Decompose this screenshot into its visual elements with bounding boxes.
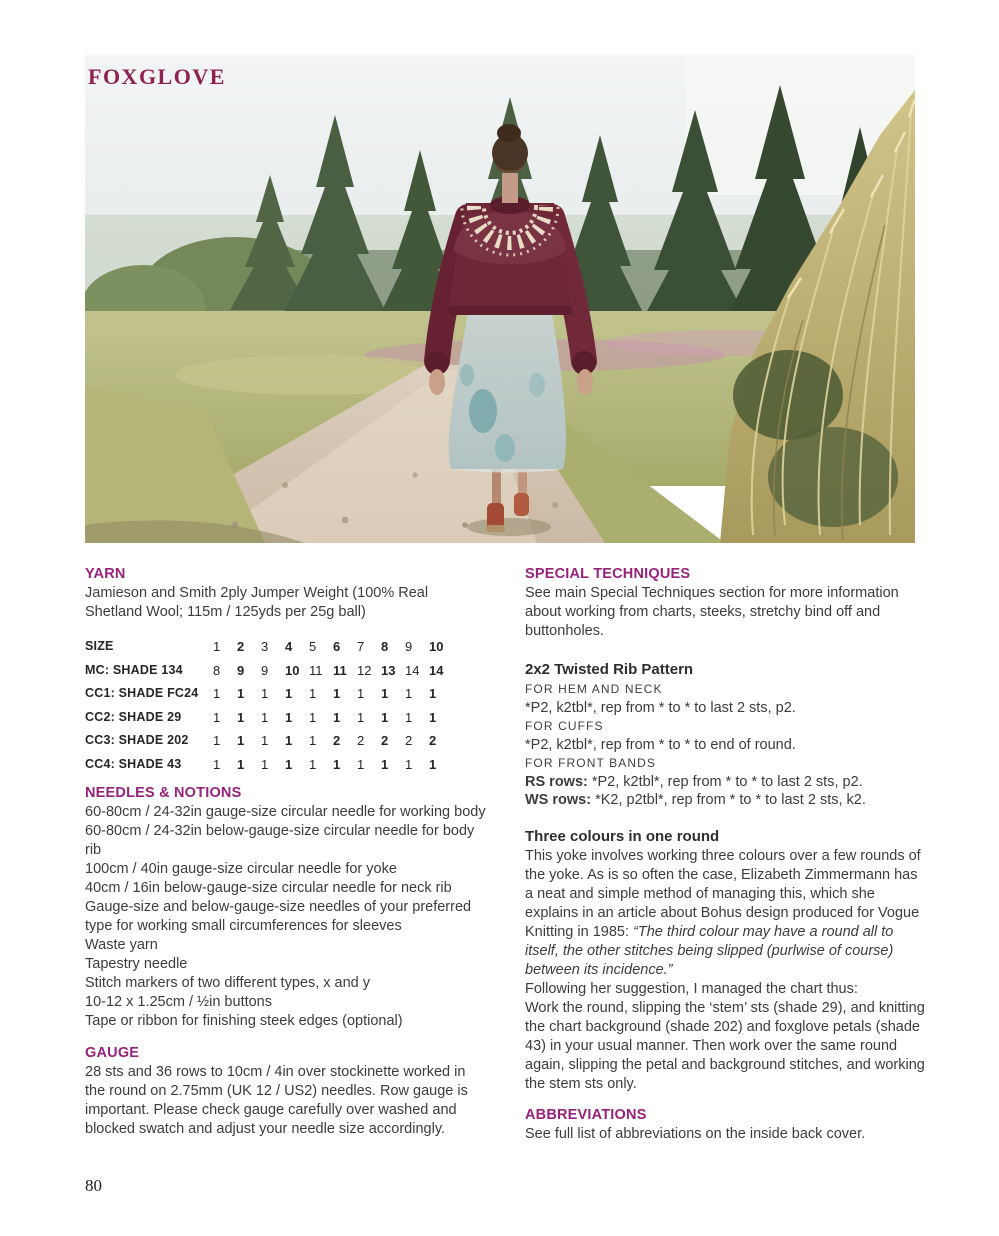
front-bands-label: FOR FRONT BANDS [525,756,656,770]
abbreviations-body: See full list of abbreviations on the inside back cover. [525,1125,866,1142]
yarn-heading: YARN [85,566,126,582]
three-colours-heading: Three colours in one round [525,827,720,845]
rs-row-text: *P2, k2tbl*, rep from * to * to last 2 sts, p2. [587,773,863,790]
hem-label: FOR HEM AND NECK [525,682,663,696]
needles-notions-line: 100cm / 40in gauge-size circular needle for yoke [85,861,397,877]
abbreviations-heading: ABBREVIATIONS [525,1106,647,1123]
size-table-row: MC: SHADE 134 8 9 9 10 11 11 12 13 14 14 [85,662,444,678]
size-table-row: CC3: SHADE 202 1 1 1 1 1 2 2 2 2 2 [85,733,437,748]
right-column [525,565,925,1144]
page-title: FOXGLOVE [88,64,226,89]
needles-notions-heading: NEEDLES & NOTIONS [85,785,242,801]
special-techniques-heading: SPECIAL TECHNIQUES [525,566,691,582]
needles-notions-line: Stitch markers of two different types, x and y [85,975,371,991]
ws-row-text: *K2, p2tbl*, rep from * to * to last 2 sts, k2. [591,792,866,808]
cuffs-label: FOR CUFFS [525,719,604,733]
rib-pattern-heading: 2x2 Twisted Rib Pattern [525,661,694,678]
needles-notions-line: 60-80cm / 24-32in below-gauge-size circular needle for body rib [85,823,475,858]
ws-row-prefix: WS rows: [525,792,592,808]
needles-notions-line: 10-12 x 1.25cm / ½in buttons [85,994,272,1010]
special-techniques-body: See main Special Techniques section for more information about working from charts, steeks, stretchy bind off and buttonholes. [525,585,899,639]
size-table-row: CC4: SHADE 43 1 1 1 1 1 1 1 1 1 1 [85,756,437,772]
needles-notions-line: Gauge-size and below-gauge-size needles of your preferred type for working small circumferences for sleeves [85,899,472,934]
size-table-row: CC2: SHADE 29 1 1 1 1 1 1 1 1 1 1 [85,709,437,725]
size-table-row: CC1: SHADE FC24 1 1 1 1 1 1 1 1 1 1 [85,686,437,701]
needles-notions-list [85,803,487,1031]
three-colours-line3: Work the round, slipping the ‘stem’ sts (shade 29), and knitting the chart background (shade 202) and foxglove petals (shade 43) in your usual manner. Then work over the same round again, slipping the petal and background stitches, and working the stem sts only. [525,999,925,1092]
yarn-body: Jamieson and Smith 2ply Jumper Weight (100% Real Shetland Wool; 115m / 125yds per 25g ball) [85,585,429,620]
rs-row-prefix: RS rows: [525,773,588,790]
size-table-row: SIZE 1 2 3 4 5 6 7 8 9 10 [85,639,444,654]
cuffs-instruction: *P2, k2tbl*, rep from * to * to end of round. [525,736,796,753]
page-number: 80 [85,1176,102,1195]
left-column [85,565,487,1144]
three-colours-line2: Following her suggestion, I managed the chart thus: [525,980,858,997]
needles-notions-line: 40cm / 16in below-gauge-size circular needle for neck rib [85,880,452,896]
three-colours-quote: “The third colour may have a round all to itself, the other stitches being slipped (purlwise of course) between its incidence.” [525,923,894,978]
needles-notions-line: 60-80cm / 24-32in gauge-size circular needle for working body [85,804,486,820]
content-columns [85,565,950,1144]
gauge-body: 28 sts and 36 rows to 10cm / 4in over stockinette worked in the round on 2.75mm (UK 12 / US2) needles. Row gauge is important. Please check gauge carefully over washed and blocked swatch and adjust your needle size accordingly. [85,1064,468,1137]
needles-notions-line: Waste yarn [85,937,158,953]
hero-photo [85,55,915,543]
needles-notions-line: Tape or ribbon for finishing steek edges (optional) [85,1013,403,1029]
gauge-heading: GAUGE [85,1045,140,1061]
ws-row-instruction [525,791,925,810]
three-colours-paragraph [525,847,925,1094]
size-table [85,635,453,776]
hem-instruction: *P2, k2tbl*, rep from * to * to last 2 sts, p2. [525,699,796,716]
three-colours-intro: This yoke involves working three colours over a few rounds of the yoke. As is so often the case, Elizabeth Zimmermann has a neat and simple method of managing this, which she explains in an article about Bohus design produced for Vogue Knitting in 1985: [525,847,921,940]
rs-row-instruction [525,773,925,792]
needles-notions-line: Tapestry needle [85,956,188,972]
photo-illustration [85,55,915,543]
